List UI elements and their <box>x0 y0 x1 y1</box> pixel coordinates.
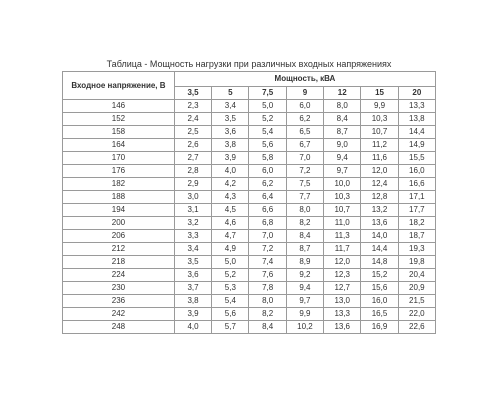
power-cell: 10,2 <box>287 321 324 334</box>
power-cell: 6,2 <box>249 178 286 191</box>
power-cell: 5,0 <box>249 100 286 113</box>
table-row <box>63 217 436 230</box>
power-cell: 9,7 <box>324 165 361 178</box>
table-row <box>63 178 436 191</box>
voltage-cell: 194 <box>63 204 175 217</box>
power-cell: 14,8 <box>361 256 398 269</box>
table-body <box>63 100 436 334</box>
power-cell: 13,8 <box>399 113 436 126</box>
power-cell: 7,2 <box>249 243 286 256</box>
power-cell: 9,0 <box>324 139 361 152</box>
voltage-cell: 206 <box>63 230 175 243</box>
kva-column-header: 9 <box>287 87 324 100</box>
table-caption: Таблица - Мощность нагрузки при различных входных напряжениях <box>106 59 392 69</box>
power-cell: 8,0 <box>249 295 286 308</box>
power-cell: 8,2 <box>287 217 324 230</box>
power-cell: 8,7 <box>324 126 361 139</box>
power-cell: 19,8 <box>399 256 436 269</box>
power-cell: 7,7 <box>287 191 324 204</box>
power-cell: 3,4 <box>212 100 249 113</box>
power-cell: 5,4 <box>249 126 286 139</box>
power-cell: 5,6 <box>212 308 249 321</box>
power-cell: 20,4 <box>399 269 436 282</box>
table-row <box>63 243 436 256</box>
voltage-cell: 146 <box>63 100 175 113</box>
power-cell: 8,2 <box>249 308 286 321</box>
power-cell: 14,4 <box>399 126 436 139</box>
power-cell: 3,6 <box>175 269 212 282</box>
power-cell: 2,4 <box>175 113 212 126</box>
power-cell: 4,0 <box>175 321 212 334</box>
power-cell: 5,8 <box>249 152 286 165</box>
power-cell: 4,7 <box>212 230 249 243</box>
power-cell: 9,7 <box>287 295 324 308</box>
table-row <box>63 308 436 321</box>
power-cell: 7,0 <box>287 152 324 165</box>
power-cell: 13,0 <box>324 295 361 308</box>
power-cell: 9,9 <box>287 308 324 321</box>
power-cell: 7,4 <box>249 256 286 269</box>
power-cell: 5,2 <box>212 269 249 282</box>
power-cell: 5,6 <box>249 139 286 152</box>
power-cell: 6,8 <box>249 217 286 230</box>
voltage-cell: 176 <box>63 165 175 178</box>
power-cell: 8,4 <box>324 113 361 126</box>
power-cell: 8,0 <box>287 204 324 217</box>
power-cell: 15,2 <box>361 269 398 282</box>
kva-column-header: 5 <box>212 87 249 100</box>
table-row <box>63 282 436 295</box>
power-cell: 4,6 <box>212 217 249 230</box>
power-cell: 5,4 <box>212 295 249 308</box>
power-cell: 11,6 <box>361 152 398 165</box>
power-cell: 5,0 <box>212 256 249 269</box>
power-cell: 3,7 <box>175 282 212 295</box>
voltage-cell: 158 <box>63 126 175 139</box>
voltage-cell: 230 <box>63 282 175 295</box>
power-cell: 7,2 <box>287 165 324 178</box>
power-cell: 3,0 <box>175 191 212 204</box>
power-cell: 5,7 <box>212 321 249 334</box>
power-cell: 10,3 <box>361 113 398 126</box>
power-cell: 7,0 <box>249 230 286 243</box>
power-cell: 4,0 <box>212 165 249 178</box>
power-cell: 21,5 <box>399 295 436 308</box>
power-cell: 2,9 <box>175 178 212 191</box>
power-cell: 7,8 <box>249 282 286 295</box>
power-cell: 11,7 <box>324 243 361 256</box>
power-cell: 8,4 <box>287 230 324 243</box>
power-cell: 12,3 <box>324 269 361 282</box>
power-cell: 8,7 <box>287 243 324 256</box>
power-cell: 6,0 <box>287 100 324 113</box>
power-cell: 4,2 <box>212 178 249 191</box>
power-cell: 9,4 <box>287 282 324 295</box>
voltage-cell: 188 <box>63 191 175 204</box>
power-cell: 14,4 <box>361 243 398 256</box>
table-row <box>63 256 436 269</box>
table-row <box>63 191 436 204</box>
power-cell: 9,9 <box>361 100 398 113</box>
power-cell: 22,0 <box>399 308 436 321</box>
power-cell: 9,4 <box>324 152 361 165</box>
voltage-cell: 242 <box>63 308 175 321</box>
table-row <box>63 126 436 139</box>
power-cell: 2,5 <box>175 126 212 139</box>
power-cell: 13,6 <box>324 321 361 334</box>
power-cell: 7,6 <box>249 269 286 282</box>
table-row <box>63 230 436 243</box>
voltage-cell: 182 <box>63 178 175 191</box>
power-cell: 16,6 <box>399 178 436 191</box>
table-row <box>63 321 436 334</box>
voltage-cell: 212 <box>63 243 175 256</box>
power-cell: 17,1 <box>399 191 436 204</box>
power-cell: 5,2 <box>249 113 286 126</box>
voltage-cell: 218 <box>63 256 175 269</box>
power-cell: 13,6 <box>361 217 398 230</box>
kva-column-header: 3,5 <box>175 87 212 100</box>
power-cell: 13,3 <box>324 308 361 321</box>
table-row <box>63 295 436 308</box>
voltage-column-header: Входное напряжение, В <box>63 72 175 100</box>
power-cell: 22,6 <box>399 321 436 334</box>
power-cell: 16,9 <box>361 321 398 334</box>
power-cell: 12,0 <box>361 165 398 178</box>
power-cell: 11,3 <box>324 230 361 243</box>
power-cell: 3,3 <box>175 230 212 243</box>
power-cell: 3,9 <box>212 152 249 165</box>
table-row <box>63 269 436 282</box>
table-row <box>63 100 436 113</box>
voltage-cell: 170 <box>63 152 175 165</box>
power-cell: 11,2 <box>361 139 398 152</box>
kva-column-header: 20 <box>399 87 436 100</box>
power-cell: 10,3 <box>324 191 361 204</box>
power-cell: 7,5 <box>287 178 324 191</box>
power-cell: 6,6 <box>249 204 286 217</box>
power-cell: 4,9 <box>212 243 249 256</box>
power-cell: 15,5 <box>399 152 436 165</box>
power-cell: 14,0 <box>361 230 398 243</box>
power-cell: 11,0 <box>324 217 361 230</box>
power-cell: 6,4 <box>249 191 286 204</box>
power-cell: 13,2 <box>361 204 398 217</box>
power-cell: 3,1 <box>175 204 212 217</box>
power-cell: 3,6 <box>212 126 249 139</box>
table-row <box>63 113 436 126</box>
power-cell: 4,5 <box>212 204 249 217</box>
table-row <box>63 152 436 165</box>
power-cell: 2,7 <box>175 152 212 165</box>
table-row <box>63 139 436 152</box>
kva-column-header: 12 <box>324 87 361 100</box>
power-cell: 13,3 <box>399 100 436 113</box>
voltage-cell: 152 <box>63 113 175 126</box>
power-cell: 6,7 <box>287 139 324 152</box>
power-cell: 10,7 <box>324 204 361 217</box>
power-table <box>62 71 436 334</box>
voltage-cell: 248 <box>63 321 175 334</box>
power-cell: 10,7 <box>361 126 398 139</box>
power-cell: 2,6 <box>175 139 212 152</box>
table-row <box>63 165 436 178</box>
power-cell: 16,0 <box>399 165 436 178</box>
power-cell: 4,3 <box>212 191 249 204</box>
kva-column-header: 15 <box>361 87 398 100</box>
power-cell: 3,5 <box>175 256 212 269</box>
voltage-cell: 164 <box>63 139 175 152</box>
power-cell: 6,2 <box>287 113 324 126</box>
power-cell: 12,7 <box>324 282 361 295</box>
power-cell: 3,8 <box>175 295 212 308</box>
table-row <box>63 204 436 217</box>
power-cell: 8,4 <box>249 321 286 334</box>
power-cell: 16,0 <box>361 295 398 308</box>
power-cell: 12,4 <box>361 178 398 191</box>
power-cell: 8,9 <box>287 256 324 269</box>
kva-column-header: 7,5 <box>249 87 286 100</box>
power-cell: 3,9 <box>175 308 212 321</box>
power-column-header: Мощность, кВА <box>175 72 436 87</box>
power-cell: 17,7 <box>399 204 436 217</box>
power-cell: 3,5 <box>212 113 249 126</box>
voltage-cell: 236 <box>63 295 175 308</box>
power-cell: 2,8 <box>175 165 212 178</box>
power-cell: 10,0 <box>324 178 361 191</box>
power-cell: 2,3 <box>175 100 212 113</box>
power-cell: 20,9 <box>399 282 436 295</box>
power-cell: 15,6 <box>361 282 398 295</box>
power-cell: 18,2 <box>399 217 436 230</box>
power-cell: 3,8 <box>212 139 249 152</box>
power-cell: 5,3 <box>212 282 249 295</box>
power-cell: 6,5 <box>287 126 324 139</box>
power-cell: 19,3 <box>399 243 436 256</box>
power-cell: 3,2 <box>175 217 212 230</box>
voltage-cell: 224 <box>63 269 175 282</box>
power-cell: 16,5 <box>361 308 398 321</box>
power-cell: 6,0 <box>249 165 286 178</box>
power-cell: 8,0 <box>324 100 361 113</box>
power-cell: 14,9 <box>399 139 436 152</box>
voltage-cell: 200 <box>63 217 175 230</box>
power-cell: 12,8 <box>361 191 398 204</box>
power-cell: 18,7 <box>399 230 436 243</box>
power-cell: 9,2 <box>287 269 324 282</box>
power-cell: 12,0 <box>324 256 361 269</box>
power-cell: 3,4 <box>175 243 212 256</box>
